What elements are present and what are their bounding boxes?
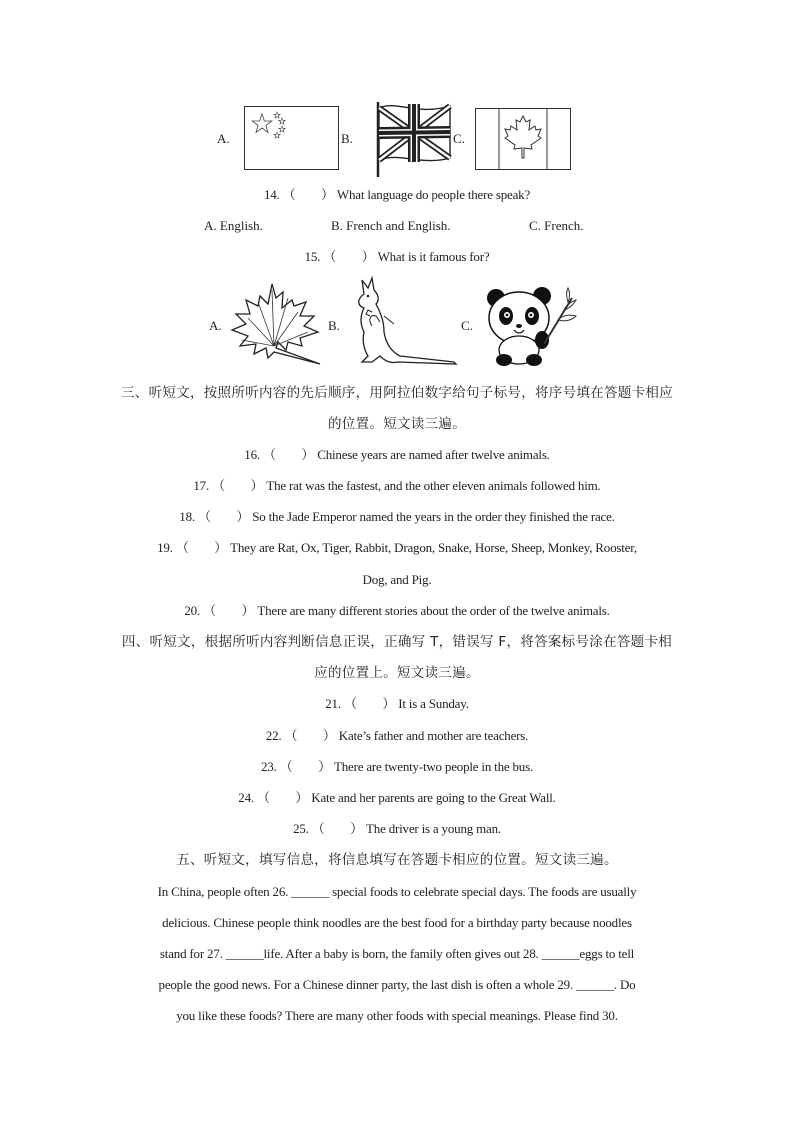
- section3-instruction-line1: 三、听短文，按照所听内容的先后顺序，用阿拉伯数字给句子标号，将序号填在答题卡相应: [121, 385, 673, 401]
- maple-leaf-icon: [228, 282, 324, 370]
- question-text: What language do people there speak?: [336, 187, 531, 202]
- question-24: [0, 790, 794, 806]
- question-number: 19.: [157, 540, 173, 555]
- question-16: [0, 447, 794, 463]
- question-text: The driver is a young man.: [366, 821, 501, 836]
- answer-blank[interactable]: （ ）: [262, 447, 315, 462]
- answer-blank[interactable]: （ ）: [284, 728, 336, 743]
- answer-blank[interactable]: （ ）: [323, 249, 375, 264]
- section4-instruction-line1: 四、听短文，根据所听内容判断信息正误，正确写 T，错误写 F，将答案标号涂在答题卡相: [121, 634, 673, 650]
- passage-line-4: people the good news. For a Chinese dinner party, the last dish is often a whole 29. ______. Do: [158, 977, 636, 992]
- question-number: 17.: [193, 478, 210, 493]
- passage-line-3: stand for 27. ______life. After a baby is born, the family often gives out 28. ______eggs to tell: [159, 946, 635, 961]
- question-15: [0, 249, 794, 265]
- answer-blank[interactable]: （ ）: [282, 187, 334, 202]
- section3-instruction-line2: 的位置。短文读三遍。: [328, 416, 466, 432]
- question-20: [0, 603, 794, 619]
- question-22: [0, 728, 794, 744]
- answer-blank[interactable]: （ ）: [279, 759, 331, 774]
- question-text: Chinese years are named after twelve animals.: [317, 447, 550, 462]
- question-text: Kate and her parents are going to the Great Wall.: [311, 790, 556, 805]
- question-21: [0, 696, 794, 712]
- question-text: So the Jade Emperor named the years in the order they finished the race.: [252, 509, 615, 524]
- option-a-label: A.: [217, 131, 230, 146]
- panda-icon: [482, 284, 582, 368]
- question-text: The rat was the fastest, and the other eleven animals followed him.: [266, 478, 601, 493]
- question-text: Dog, and Pig.: [362, 572, 432, 587]
- option-c: C. French.: [529, 218, 584, 233]
- question-text: There are many different stories about the order of the twelve animals.: [257, 603, 610, 618]
- question-19: [0, 540, 794, 556]
- question-25: [0, 821, 794, 837]
- question-number: 16.: [244, 447, 260, 462]
- option-a: A. English.: [204, 218, 263, 233]
- question-text: What is it famous for?: [377, 249, 490, 264]
- option-c-label: C.: [461, 318, 473, 333]
- option-c-label: C.: [453, 131, 465, 146]
- passage-line-1: In China, people often 26. ______ special foods to celebrate special days. The foods are usually: [157, 884, 637, 899]
- question-number: 24.: [238, 790, 254, 805]
- answer-blank[interactable]: （ ）: [343, 696, 396, 711]
- question-17: [0, 478, 794, 494]
- question-number: 15.: [304, 249, 321, 264]
- answer-blank[interactable]: （ ）: [256, 790, 309, 805]
- passage-line-5: you like these foods? There are many other foods with special meanings. Please find 30.: [176, 1008, 618, 1023]
- question-18: [0, 509, 794, 525]
- answer-blank[interactable]: （ ）: [197, 509, 250, 524]
- option-b-label: B.: [341, 131, 353, 146]
- question-number: 22.: [265, 728, 282, 743]
- question-text: There are twenty-two people in the bus.: [333, 759, 534, 774]
- option-b-label: B.: [328, 318, 340, 333]
- answer-blank[interactable]: （ ）: [203, 603, 255, 618]
- kangaroo-icon: [350, 276, 462, 368]
- question-14: [0, 187, 794, 203]
- section5-instruction: 五、听短文，填写信息，将信息填写在答题卡相应的位置。短文读三遍。: [176, 852, 618, 868]
- question-number: 25.: [293, 821, 309, 836]
- question-23: [0, 759, 794, 775]
- question-number: 23.: [260, 759, 277, 774]
- question-text: Kate’s father and mother are teachers.: [338, 728, 529, 743]
- question-19-continued: [0, 572, 794, 588]
- question-number: 14.: [263, 187, 280, 202]
- option-b: B. French and English.: [331, 218, 451, 233]
- section4-instruction-line2: 应的位置上。短文读三遍。: [314, 665, 480, 681]
- uk-flag-icon: [372, 100, 454, 178]
- china-flag-icon: [244, 106, 339, 170]
- answer-blank[interactable]: （ ）: [212, 478, 264, 493]
- question-number: 18.: [179, 509, 195, 524]
- question-number: 20.: [184, 603, 200, 618]
- question-text: They are Rat, Ox, Tiger, Rabbit, Dragon, Snake, Horse, Sheep, Monkey, Rooster,: [230, 540, 637, 555]
- passage-line-2: delicious. Chinese people think noodles are the best food for a birthday party because noodles: [162, 915, 632, 930]
- question-number: 21.: [325, 696, 341, 711]
- question-text: It is a Sunday.: [398, 696, 469, 711]
- canada-flag-icon: [475, 108, 571, 170]
- option-a-label: A.: [209, 318, 222, 333]
- answer-blank[interactable]: （ ）: [311, 821, 363, 836]
- answer-blank[interactable]: （ ）: [175, 540, 228, 555]
